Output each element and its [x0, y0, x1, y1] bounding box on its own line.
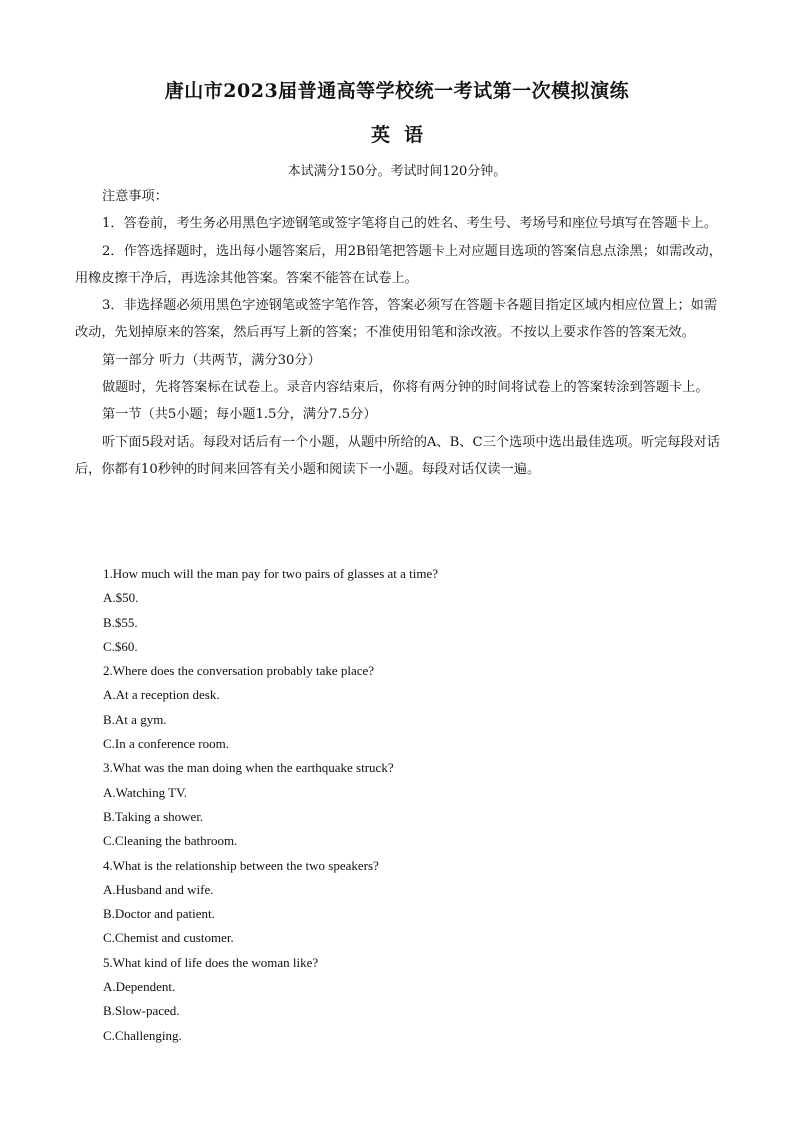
question-option: A.Dependent.	[103, 979, 176, 995]
exam-info: 本试满分150分。考试时间120分钟。	[287, 164, 507, 179]
question-option: C.Challenging.	[103, 1027, 182, 1043]
question-option: B.Doctor and patient.	[103, 906, 215, 922]
question-option: C.Cleaning the bathroom.	[103, 833, 238, 849]
notice-heading: 注意事项：	[102, 189, 168, 204]
question-option: B.$55.	[103, 614, 138, 630]
question-option: C.$60.	[103, 638, 138, 654]
exam-title: 唐山市2023届普通高等学校统一考试第一次模拟演练	[164, 80, 630, 102]
question-stem: 3.What was the man doing when the earthquake struck?	[103, 760, 394, 776]
question-option: B.Taking a shower.	[103, 808, 204, 824]
notice-item-2: 2．作答选择题时，选出每小题答案后，用2B铅笔把答题卡上对应题目选项的答案信息点涂黑；如需改动，用橡皮擦干净后，再选涂其他答案。答案不能答在试卷上。	[75, 243, 722, 286]
part1-instruction: 做题时，先将答案标在试卷上。录音内容结束后，你将有两分钟的时间将试卷上的答案转涂到答题卡上。	[102, 380, 709, 396]
notice-item-3: 3．非选择题必须用黑色字迹钢笔或签字笔作答，答案必须写在答题卡各题目指定区域内相应位置上；如需改动，先划掉原来的答案，然后再写上新的答案；不准使用铅笔和涂改液。不按以上要求作答的答案无效。	[75, 298, 718, 341]
question-option: B.At a gym.	[103, 711, 167, 727]
question-option: A.At a reception desk.	[103, 687, 220, 703]
questions-list	[103, 562, 723, 1048]
instructions-block	[75, 183, 723, 483]
question-option: C.In a conference room.	[103, 736, 229, 752]
question-option: A.$50.	[103, 590, 139, 606]
question-option: B.Slow-paced.	[103, 1003, 180, 1019]
part1-heading: 第一部分 听力（共两节，满分30分）	[102, 352, 321, 368]
notice-item-1: 1．答卷前，考生务必用黑色字迹钢笔或签字笔将自己的姓名、考生号、考场号和座位号填写在答题卡上。	[102, 216, 718, 232]
section1-instruction: 听下面5段对话。每段对话后有一个小题，从题中所给的A、B、C三个选项中选出最佳选项。听完每段对话后，你都有10秒钟的时间来回答有关小题和阅读下一小题。每段对话仅读一遍。	[75, 434, 720, 477]
question-option: A.Watching TV.	[103, 784, 188, 800]
question-stem: 5.What kind of life does the woman like?	[103, 954, 319, 970]
section1-heading: 第一节（共5小题；每小题1.5分，满分7.5分）	[102, 407, 377, 423]
question-stem: 1.How much will the man pay for two pairs of glasses at a time?	[103, 566, 439, 581]
question-stem: 4.What is the relationship between the two speakers?	[103, 857, 379, 873]
question-stem: 2.Where does the conversation probably take place?	[103, 663, 375, 679]
question-option: C.Chemist and customer.	[103, 930, 234, 946]
subject-title: 英语	[370, 124, 437, 146]
question-option: A.Husband and wife.	[103, 881, 214, 897]
